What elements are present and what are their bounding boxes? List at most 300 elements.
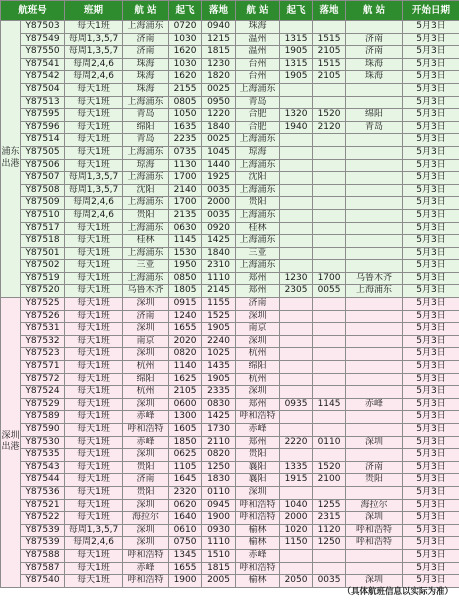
cell-schedule: 每天1班 [65, 461, 123, 474]
cell-arrive-1: 1230 [202, 58, 236, 71]
cell-flight-no: Y87519 [21, 272, 65, 285]
cell-depart-1: 0720 [169, 21, 202, 34]
cell-stop: 贵阳 [236, 449, 280, 462]
cell-depart-1: 0620 [169, 499, 202, 512]
cell-stop: 沈阳 [236, 172, 280, 185]
cell-depart-1: 0600 [169, 398, 202, 411]
cell-stop: 杭州 [236, 373, 280, 386]
cell-destination: 海拉尔 [346, 499, 403, 512]
cell-depart-2 [280, 172, 313, 185]
cell-destination [346, 411, 403, 424]
cell-depart-1: 2135 [169, 209, 202, 222]
cell-arrive-1: 1925 [202, 172, 236, 185]
cell-origin: 上海浦东 [123, 197, 169, 210]
cell-stop: 南京 [236, 323, 280, 336]
cell-start-date: 5月3日 [403, 298, 459, 311]
cell-depart-1: 1625 [169, 373, 202, 386]
cell-arrive-1: 0025 [202, 134, 236, 147]
cell-arrive-2: 2120 [313, 121, 346, 134]
table-row [1, 197, 459, 210]
cell-flight-no: Y87510 [21, 209, 65, 222]
cell-arrive-1: 1840 [202, 121, 236, 134]
cell-destination: 乌鲁木齐 [346, 272, 403, 285]
cell-stop: 赤峰 [236, 424, 280, 437]
cell-arrive-2 [313, 386, 346, 399]
cell-flight-no: Y87535 [21, 449, 65, 462]
cell-schedule: 每天1班 [65, 96, 123, 109]
cell-destination [346, 486, 403, 499]
cell-depart-2: 1940 [280, 121, 313, 134]
header-depart-2: 起飞 [280, 1, 313, 21]
cell-depart-1: 1030 [169, 33, 202, 46]
cell-start-date: 5月3日 [403, 499, 459, 512]
cell-origin: 珠海 [123, 71, 169, 84]
cell-start-date: 5月3日 [403, 121, 459, 134]
cell-depart-2: 1905 [280, 71, 313, 84]
cell-arrive-1: 2145 [202, 285, 236, 298]
cell-destination [346, 373, 403, 386]
cell-destination [346, 348, 403, 361]
cell-flight-no: Y87532 [21, 335, 65, 348]
cell-destination: 珠海 [346, 58, 403, 71]
cell-destination [346, 159, 403, 172]
cell-flight-no: Y87571 [21, 361, 65, 374]
cell-stop: 襄阳 [236, 461, 280, 474]
cell-origin: 贵阳 [123, 209, 169, 222]
cell-start-date: 5月3日 [403, 373, 459, 386]
table-row [1, 411, 459, 424]
cell-depart-2 [280, 348, 313, 361]
cell-depart-1: 0750 [169, 537, 202, 550]
table-row [1, 96, 459, 109]
cell-depart-1: 0625 [169, 449, 202, 462]
cell-flight-no: Y87544 [21, 474, 65, 487]
cell-arrive-1: 0820 [202, 449, 236, 462]
cell-origin: 青岛 [123, 134, 169, 147]
cell-arrive-2 [313, 172, 346, 185]
cell-flight-no: Y87587 [21, 562, 65, 575]
table-row [1, 499, 459, 512]
cell-flight-no: Y87572 [21, 373, 65, 386]
cell-arrive-2: 2105 [313, 46, 346, 59]
cell-flight-no: Y87589 [21, 411, 65, 424]
cell-start-date: 5月3日 [403, 474, 459, 487]
cell-arrive-1: 1025 [202, 348, 236, 361]
cell-depart-1: 1140 [169, 361, 202, 374]
table-row [1, 335, 459, 348]
cell-arrive-2 [313, 222, 346, 235]
cell-arrive-2 [313, 159, 346, 172]
cell-origin: 珠海 [123, 83, 169, 96]
cell-destination [346, 310, 403, 323]
cell-destination [346, 172, 403, 185]
cell-depart-2 [280, 159, 313, 172]
cell-arrive-1: 2310 [202, 260, 236, 273]
cell-stop: 郑州 [236, 272, 280, 285]
cell-flight-no: Y87542 [21, 71, 65, 84]
cell-stop: 台州 [236, 58, 280, 71]
cell-schedule: 每天1班 [65, 298, 123, 311]
cell-origin: 赤峰 [123, 436, 169, 449]
cell-depart-2: 1040 [280, 499, 313, 512]
cell-start-date: 5月3日 [403, 96, 459, 109]
cell-depart-2 [280, 373, 313, 386]
cell-depart-1: 1620 [169, 46, 202, 59]
cell-depart-2 [280, 21, 313, 34]
table-header-row [1, 1, 459, 21]
cell-depart-2: 1020 [280, 524, 313, 537]
cell-start-date: 5月3日 [403, 436, 459, 449]
cell-stop: 郑州 [236, 436, 280, 449]
cell-depart-2: 1905 [280, 46, 313, 59]
cell-depart-1: 1635 [169, 121, 202, 134]
cell-schedule: 每天1班 [65, 272, 123, 285]
cell-destination [346, 146, 403, 159]
cell-start-date: 5月3日 [403, 58, 459, 71]
cell-stop: 贵阳 [236, 197, 280, 210]
cell-arrive-2 [313, 424, 346, 437]
cell-stop: 上海浦东 [236, 159, 280, 172]
cell-arrive-2 [313, 323, 346, 336]
cell-depart-1: 1605 [169, 424, 202, 437]
cell-arrive-2: 2105 [313, 71, 346, 84]
cell-arrive-2 [313, 486, 346, 499]
table-row [1, 361, 459, 374]
cell-stop: 深圳 [236, 310, 280, 323]
cell-depart-2 [280, 247, 313, 260]
cell-stop: 上海浦东 [236, 235, 280, 248]
cell-depart-2 [280, 83, 313, 96]
cell-arrive-2 [313, 247, 346, 260]
cell-arrive-1: 1900 [202, 512, 236, 525]
cell-arrive-2 [313, 361, 346, 374]
cell-start-date: 5月3日 [403, 247, 459, 260]
cell-arrive-2: 1515 [313, 33, 346, 46]
cell-schedule: 每周2,4,6 [65, 197, 123, 210]
cell-depart-1: 2105 [169, 386, 202, 399]
cell-schedule: 每天1班 [65, 335, 123, 348]
cell-arrive-1: 0930 [202, 524, 236, 537]
cell-origin: 乌鲁木齐 [123, 285, 169, 298]
cell-arrive-2 [313, 184, 346, 197]
cell-stop: 呼和浩特 [236, 512, 280, 525]
table-row [1, 172, 459, 185]
cell-arrive-1: 2335 [202, 386, 236, 399]
cell-stop: 深圳 [236, 335, 280, 348]
cell-depart-1: 0610 [169, 524, 202, 537]
table-row [1, 121, 459, 134]
cell-depart-2 [280, 184, 313, 197]
table-row [1, 323, 459, 336]
header-destination: 航 站 [346, 1, 403, 21]
cell-start-date: 5月3日 [403, 109, 459, 122]
cell-stop: 上海浦东 [236, 184, 280, 197]
cell-start-date: 5月3日 [403, 46, 459, 59]
cell-start-date: 5月3日 [403, 512, 459, 525]
cell-schedule: 每天1班 [65, 235, 123, 248]
cell-arrive-1: 2240 [202, 335, 236, 348]
cell-flight-no: Y87513 [21, 96, 65, 109]
cell-origin: 上海浦东 [123, 272, 169, 285]
cell-origin: 深圳 [123, 398, 169, 411]
cell-destination: 珠海 [346, 71, 403, 84]
header-stop: 航 站 [236, 1, 280, 21]
cell-arrive-2 [313, 549, 346, 562]
cell-arrive-1: 1110 [202, 537, 236, 550]
cell-destination [346, 235, 403, 248]
cell-origin: 杭州 [123, 361, 169, 374]
cell-origin: 绵阳 [123, 373, 169, 386]
cell-flight-no: Y87595 [21, 109, 65, 122]
cell-stop: 青岛 [236, 96, 280, 109]
cell-flight-no: Y87549 [21, 33, 65, 46]
table-row [1, 537, 459, 550]
cell-schedule: 每周1,3,5,7 [65, 33, 123, 46]
cell-arrive-2 [313, 562, 346, 575]
cell-destination [346, 449, 403, 462]
cell-depart-2 [280, 486, 313, 499]
cell-start-date: 5月3日 [403, 386, 459, 399]
cell-destination [346, 386, 403, 399]
cell-arrive-2 [313, 209, 346, 222]
cell-destination [346, 21, 403, 34]
cell-flight-no: Y87521 [21, 499, 65, 512]
cell-destination [346, 361, 403, 374]
cell-schedule: 每周2,4,6 [65, 58, 123, 71]
cell-arrive-1: 1155 [202, 298, 236, 311]
cell-start-date: 5月3日 [403, 285, 459, 298]
table-row [1, 424, 459, 437]
cell-stop: 温州 [236, 33, 280, 46]
cell-origin: 呼和浩特 [123, 424, 169, 437]
cell-flight-no: Y87505 [21, 146, 65, 159]
table-row [1, 247, 459, 260]
cell-depart-2 [280, 235, 313, 248]
cell-depart-1: 1655 [169, 562, 202, 575]
cell-depart-1: 0805 [169, 96, 202, 109]
cell-start-date: 5月3日 [403, 562, 459, 575]
group-label-line: 深圳 [1, 430, 20, 441]
cell-flight-no: Y87501 [21, 247, 65, 260]
cell-schedule: 每天1班 [65, 247, 123, 260]
cell-destination [346, 96, 403, 109]
group-label-line: 出港 [1, 159, 20, 170]
cell-depart-1: 0820 [169, 348, 202, 361]
cell-arrive-1: 1905 [202, 373, 236, 386]
cell-stop: 桂林 [236, 222, 280, 235]
cell-origin: 桂林 [123, 235, 169, 248]
cell-start-date: 5月3日 [403, 172, 459, 185]
table-row [1, 386, 459, 399]
cell-stop: 上海浦东 [236, 260, 280, 273]
cell-arrive-1: 0035 [202, 209, 236, 222]
header-flight-no: 航班号 [1, 1, 65, 21]
group-label-line: 浦东 [1, 147, 20, 158]
cell-arrive-2 [313, 21, 346, 34]
table-row [1, 21, 459, 34]
cell-stop: 郑州 [236, 398, 280, 411]
cell-destination [346, 323, 403, 336]
cell-stop: 上海浦东 [236, 209, 280, 222]
cell-origin: 上海浦东 [123, 172, 169, 185]
cell-flight-no: Y87504 [21, 83, 65, 96]
cell-depart-2: 1915 [280, 474, 313, 487]
cell-start-date: 5月3日 [403, 260, 459, 273]
cell-destination [346, 424, 403, 437]
cell-arrive-1: 1215 [202, 33, 236, 46]
cell-arrive-1: 1820 [202, 71, 236, 84]
cell-arrive-1: 1840 [202, 247, 236, 260]
cell-depart-2 [280, 134, 313, 147]
cell-arrive-1: 2000 [202, 197, 236, 210]
cell-start-date: 5月3日 [403, 310, 459, 323]
cell-start-date: 5月3日 [403, 549, 459, 562]
cell-schedule: 每周2,4,6 [65, 537, 123, 550]
cell-schedule: 每天1班 [65, 449, 123, 462]
cell-start-date: 5月3日 [403, 197, 459, 210]
table-row [1, 33, 459, 46]
table-row [1, 58, 459, 71]
cell-arrive-2 [313, 134, 346, 147]
cell-schedule: 每天1班 [65, 398, 123, 411]
header-origin: 航 站 [123, 1, 169, 21]
cell-depart-1: 1850 [169, 436, 202, 449]
cell-arrive-1: 2005 [202, 575, 236, 588]
cell-origin: 赤峰 [123, 411, 169, 424]
cell-stop: 温州 [236, 46, 280, 59]
cell-start-date: 5月3日 [403, 411, 459, 424]
cell-schedule: 每天1班 [65, 260, 123, 273]
cell-depart-1: 2155 [169, 83, 202, 96]
cell-depart-1: 1240 [169, 310, 202, 323]
header-start-date: 开始日期 [403, 1, 459, 21]
cell-stop: 三亚 [236, 247, 280, 260]
group-label-line: 出港 [1, 442, 20, 453]
cell-start-date: 5月3日 [403, 424, 459, 437]
table-row [1, 260, 459, 273]
cell-stop: 台州 [236, 71, 280, 84]
cell-arrive-1: 1830 [202, 474, 236, 487]
cell-flight-no: Y87508 [21, 184, 65, 197]
cell-depart-1: 0915 [169, 298, 202, 311]
cell-arrive-2 [313, 260, 346, 273]
cell-depart-2 [280, 323, 313, 336]
cell-schedule: 每周1,3,5,7 [65, 172, 123, 185]
table-row [1, 310, 459, 323]
cell-destination: 深圳 [346, 575, 403, 588]
cell-origin: 琼海 [123, 159, 169, 172]
table-row [1, 272, 459, 285]
cell-start-date: 5月3日 [403, 348, 459, 361]
cell-depart-2 [280, 549, 313, 562]
cell-depart-1: 0850 [169, 272, 202, 285]
cell-arrive-2 [313, 83, 346, 96]
cell-schedule: 每天1班 [65, 109, 123, 122]
cell-origin: 贵阳 [123, 486, 169, 499]
cell-origin: 深圳 [123, 449, 169, 462]
cell-schedule: 每天1班 [65, 361, 123, 374]
cell-start-date: 5月3日 [403, 184, 459, 197]
cell-destination: 青岛 [346, 121, 403, 134]
cell-depart-2: 1320 [280, 109, 313, 122]
cell-flight-no: Y87531 [21, 323, 65, 336]
cell-depart-1: 1130 [169, 159, 202, 172]
cell-stop: 上海浦东 [236, 134, 280, 147]
cell-origin: 上海浦东 [123, 247, 169, 260]
cell-schedule: 每天1班 [65, 121, 123, 134]
cell-origin: 上海浦东 [123, 222, 169, 235]
cell-start-date: 5月3日 [403, 146, 459, 159]
cell-depart-2 [280, 335, 313, 348]
cell-arrive-2 [313, 348, 346, 361]
cell-arrive-1: 1425 [202, 235, 236, 248]
cell-flight-no: Y87518 [21, 235, 65, 248]
cell-stop: 榆林 [236, 537, 280, 550]
cell-depart-1: 1645 [169, 474, 202, 487]
cell-schedule: 每天1班 [65, 285, 123, 298]
cell-destination: 济南 [346, 46, 403, 59]
cell-destination: 深圳 [346, 512, 403, 525]
cell-schedule: 每天1班 [65, 386, 123, 399]
cell-origin: 济南 [123, 474, 169, 487]
cell-arrive-1: 1815 [202, 46, 236, 59]
cell-depart-2 [280, 146, 313, 159]
group-label-shenzhen [1, 298, 21, 588]
cell-start-date: 5月3日 [403, 323, 459, 336]
cell-arrive-2: 1520 [313, 461, 346, 474]
table-row [1, 159, 459, 172]
cell-depart-2: 1335 [280, 461, 313, 474]
cell-stop: 绵阳 [236, 361, 280, 374]
cell-depart-1: 1700 [169, 197, 202, 210]
cell-stop: 郑州 [236, 285, 280, 298]
cell-start-date: 5月3日 [403, 83, 459, 96]
cell-schedule: 每周1,3,5,7 [65, 46, 123, 59]
cell-depart-2 [280, 310, 313, 323]
cell-arrive-1: 0920 [202, 222, 236, 235]
table-row [1, 348, 459, 361]
cell-stop: 呼和浩特 [236, 499, 280, 512]
cell-schedule: 每天1班 [65, 222, 123, 235]
cell-stop: 襄阳 [236, 474, 280, 487]
cell-arrive-2: 0110 [313, 436, 346, 449]
cell-flight-no: Y87530 [21, 436, 65, 449]
cell-origin: 呼和浩特 [123, 549, 169, 562]
cell-destination [346, 184, 403, 197]
header-depart-1: 起飞 [169, 1, 202, 21]
cell-arrive-2: 1250 [313, 537, 346, 550]
table-row [1, 285, 459, 298]
cell-start-date: 5月3日 [403, 524, 459, 537]
cell-arrive-1: 2110 [202, 436, 236, 449]
cell-stop: 上海浦东 [236, 83, 280, 96]
table-row [1, 373, 459, 386]
cell-flight-no: Y87506 [21, 159, 65, 172]
cell-origin: 深圳 [123, 298, 169, 311]
cell-arrive-2: 1255 [313, 499, 346, 512]
cell-origin: 济南 [123, 310, 169, 323]
cell-depart-1: 1900 [169, 575, 202, 588]
cell-schedule: 每天1班 [65, 436, 123, 449]
cell-arrive-1: 1510 [202, 549, 236, 562]
cell-flight-no: Y87596 [21, 121, 65, 134]
cell-arrive-2 [313, 146, 346, 159]
table-row [1, 209, 459, 222]
cell-flight-no: Y87522 [21, 512, 65, 525]
cell-depart-2 [280, 197, 313, 210]
cell-depart-2 [280, 386, 313, 399]
cell-arrive-2 [313, 335, 346, 348]
